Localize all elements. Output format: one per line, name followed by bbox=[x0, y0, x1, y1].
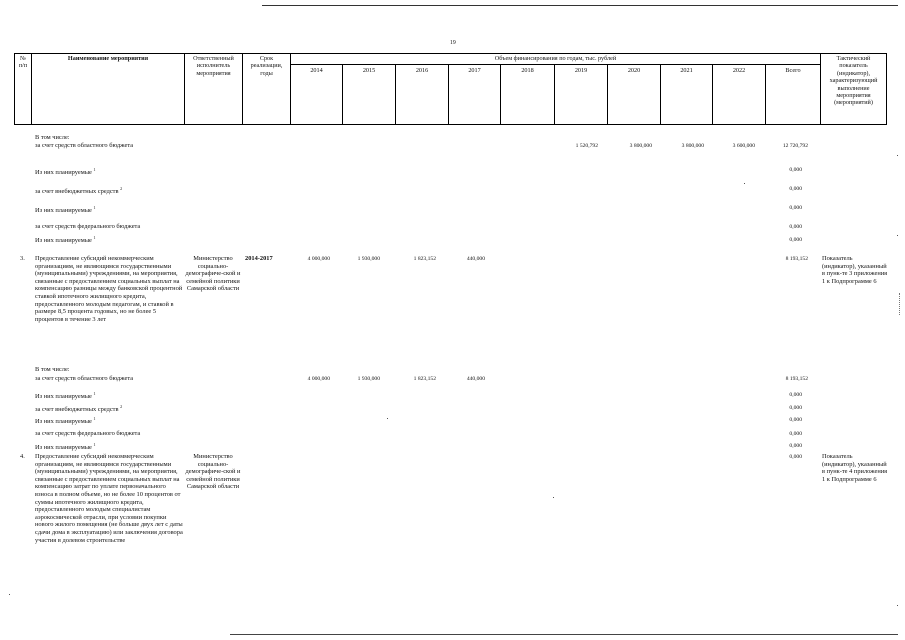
item-executor: Министерство социально-демографиче-ской и семейной политики Самарской области bbox=[185, 255, 241, 293]
value-total: 0,000 bbox=[789, 224, 802, 230]
value-2016: 1 823,152 bbox=[413, 376, 436, 382]
scan-speck bbox=[9, 594, 10, 595]
item-number: 4. bbox=[20, 453, 25, 460]
header-year: 2016 bbox=[415, 67, 429, 74]
header-year: 2019 bbox=[574, 67, 588, 74]
in-that-number-label: В том числе: bbox=[35, 366, 70, 373]
value-2022: 3 600,000 bbox=[732, 143, 755, 149]
value-total: 0,000 bbox=[789, 392, 802, 398]
value-2021: 3 800,000 bbox=[681, 143, 704, 149]
scan-speck bbox=[387, 418, 388, 419]
value-total: 0,000 bbox=[789, 237, 802, 243]
header-executor: Ответственный исполнитель мероприятия bbox=[193, 55, 234, 77]
extrabudget-label: за счет внебюджетных средств $^2$ bbox=[35, 404, 123, 414]
bottom-border-line bbox=[230, 634, 898, 635]
header-no: № п/п bbox=[18, 55, 28, 70]
value-total: 8 193,152 bbox=[785, 376, 808, 382]
value-2015: 1 930,000 bbox=[357, 256, 380, 262]
header-year: 2022 bbox=[732, 67, 746, 74]
top-border-line bbox=[262, 5, 898, 6]
extrabudget-label: за счет внебюджетных средств $^2$ bbox=[35, 186, 123, 196]
value-total: 0,000 bbox=[789, 405, 802, 411]
scan-speck bbox=[553, 497, 554, 498]
header-year: 2015 bbox=[362, 67, 376, 74]
item-number: 3. bbox=[20, 255, 25, 262]
value-total: 0,000 bbox=[789, 417, 802, 423]
planned-label: Из них планируемые $^1$ bbox=[35, 235, 96, 245]
item-indicator: Показатель (индикатор), указанный в пунк-те 4 приложения 1 к Подпрограмме 6 bbox=[822, 453, 888, 483]
value-total: 12 720,792 bbox=[782, 143, 808, 149]
scan-speck bbox=[744, 183, 745, 184]
value-total: 0,000 bbox=[789, 443, 802, 449]
in-that-number-label: В том числе: bbox=[35, 134, 70, 141]
scan-speck bbox=[897, 605, 898, 606]
federal-budget-label: за счет средств федерального бюджета bbox=[35, 223, 141, 230]
item-name: Предоставление субсидий некоммерческим организациям, не являющимся государственными (муниципальными) учреждениями, на мероприятия, связанные с предоставлением социальных выплат на компенсацию затрат по уплате первоначального взноса в полном объеме, но не более 10 процентов от суммы ипотечного жилищного кредита, предоставленного молодым специалистам аэрокосмической отрасли, при условии покупки нового жилого помещения (не больше двух лет с даты сдачи дома в эксплуатацию) или заключения договора участия в долевом строительстве bbox=[35, 453, 183, 544]
value-total: 0,000 bbox=[789, 454, 802, 460]
value-2017: 440,000 bbox=[466, 256, 485, 262]
federal-budget-label: за счет средств федерального бюджета bbox=[35, 430, 141, 437]
header-indicator: Тактический показатель (индикатор), характеризующий выполнение мероприятия (мероприятий) bbox=[829, 55, 878, 107]
planned-label: Из них планируемые $^1$ bbox=[35, 391, 96, 401]
header-period: Срок реализации, годы bbox=[250, 55, 283, 77]
value-2020: 3 800,000 bbox=[629, 143, 652, 149]
planned-label: Из них планируемые $^1$ bbox=[35, 205, 96, 215]
header-funding: Объем финансирования по годам, тыс. рублей bbox=[494, 55, 617, 62]
header-year: 2020 bbox=[627, 67, 641, 74]
regional-budget-label: за счет средств областного бюджета bbox=[35, 142, 134, 149]
header-name: Наименование мероприятия bbox=[67, 55, 149, 62]
value-2014: 4 000,000 bbox=[307, 256, 330, 262]
planned-label: Из них планируемые $^1$ bbox=[35, 442, 96, 452]
page-number: 19 bbox=[450, 40, 456, 46]
item-period: 2014-2017 bbox=[245, 255, 273, 262]
header-year: 2018 bbox=[521, 67, 534, 74]
regional-budget-label: за счет средств областного бюджета bbox=[35, 375, 134, 382]
value-total: 0,000 bbox=[789, 167, 802, 173]
scan-speck bbox=[897, 235, 898, 236]
value-2015: 1 930,000 bbox=[357, 376, 380, 382]
item-executor: Министерство социально-демографиче-ской и семейной политики Самарской области bbox=[185, 453, 241, 491]
value-total: 8 193,152 bbox=[785, 256, 808, 262]
value-2017: 440,000 bbox=[466, 376, 485, 382]
value-2016: 1 823,152 bbox=[413, 256, 436, 262]
item-indicator: Показатель (индикатор), указанный в пунк-те 3 приложения 1 к Подпрограмме 6 bbox=[822, 255, 888, 285]
value-2014: 4 000,000 bbox=[307, 376, 330, 382]
margin-mark bbox=[899, 293, 903, 315]
value-total: 0,000 bbox=[789, 186, 802, 192]
planned-label: Из них планируемые $^1$ bbox=[35, 167, 96, 177]
header-total: Всего bbox=[785, 67, 801, 74]
header-year: 2017 bbox=[468, 67, 481, 74]
item-name: Предоставление субсидий некоммерческим организациям, не являющимся государственными (муниципальными) учреждениями, на мероприятия, связанные с предоставлением социальных выплат на компенсацию разницы между банковской процентной ставкой ипотечного жилищного кредита, предоставленного молодым педагогам, и ставкой в размере 8,5 процента годовых, но не более 5 процентов в течение 3 лет bbox=[35, 255, 183, 323]
header-year: 2021 bbox=[680, 67, 693, 74]
value-2019: 1 520,792 bbox=[575, 143, 598, 149]
planned-label: Из них планируемые $^1$ bbox=[35, 416, 96, 426]
value-total: 0,000 bbox=[789, 205, 802, 211]
header-year: 2014 bbox=[310, 67, 323, 74]
value-total: 0,000 bbox=[789, 431, 802, 437]
scan-speck bbox=[897, 155, 898, 156]
